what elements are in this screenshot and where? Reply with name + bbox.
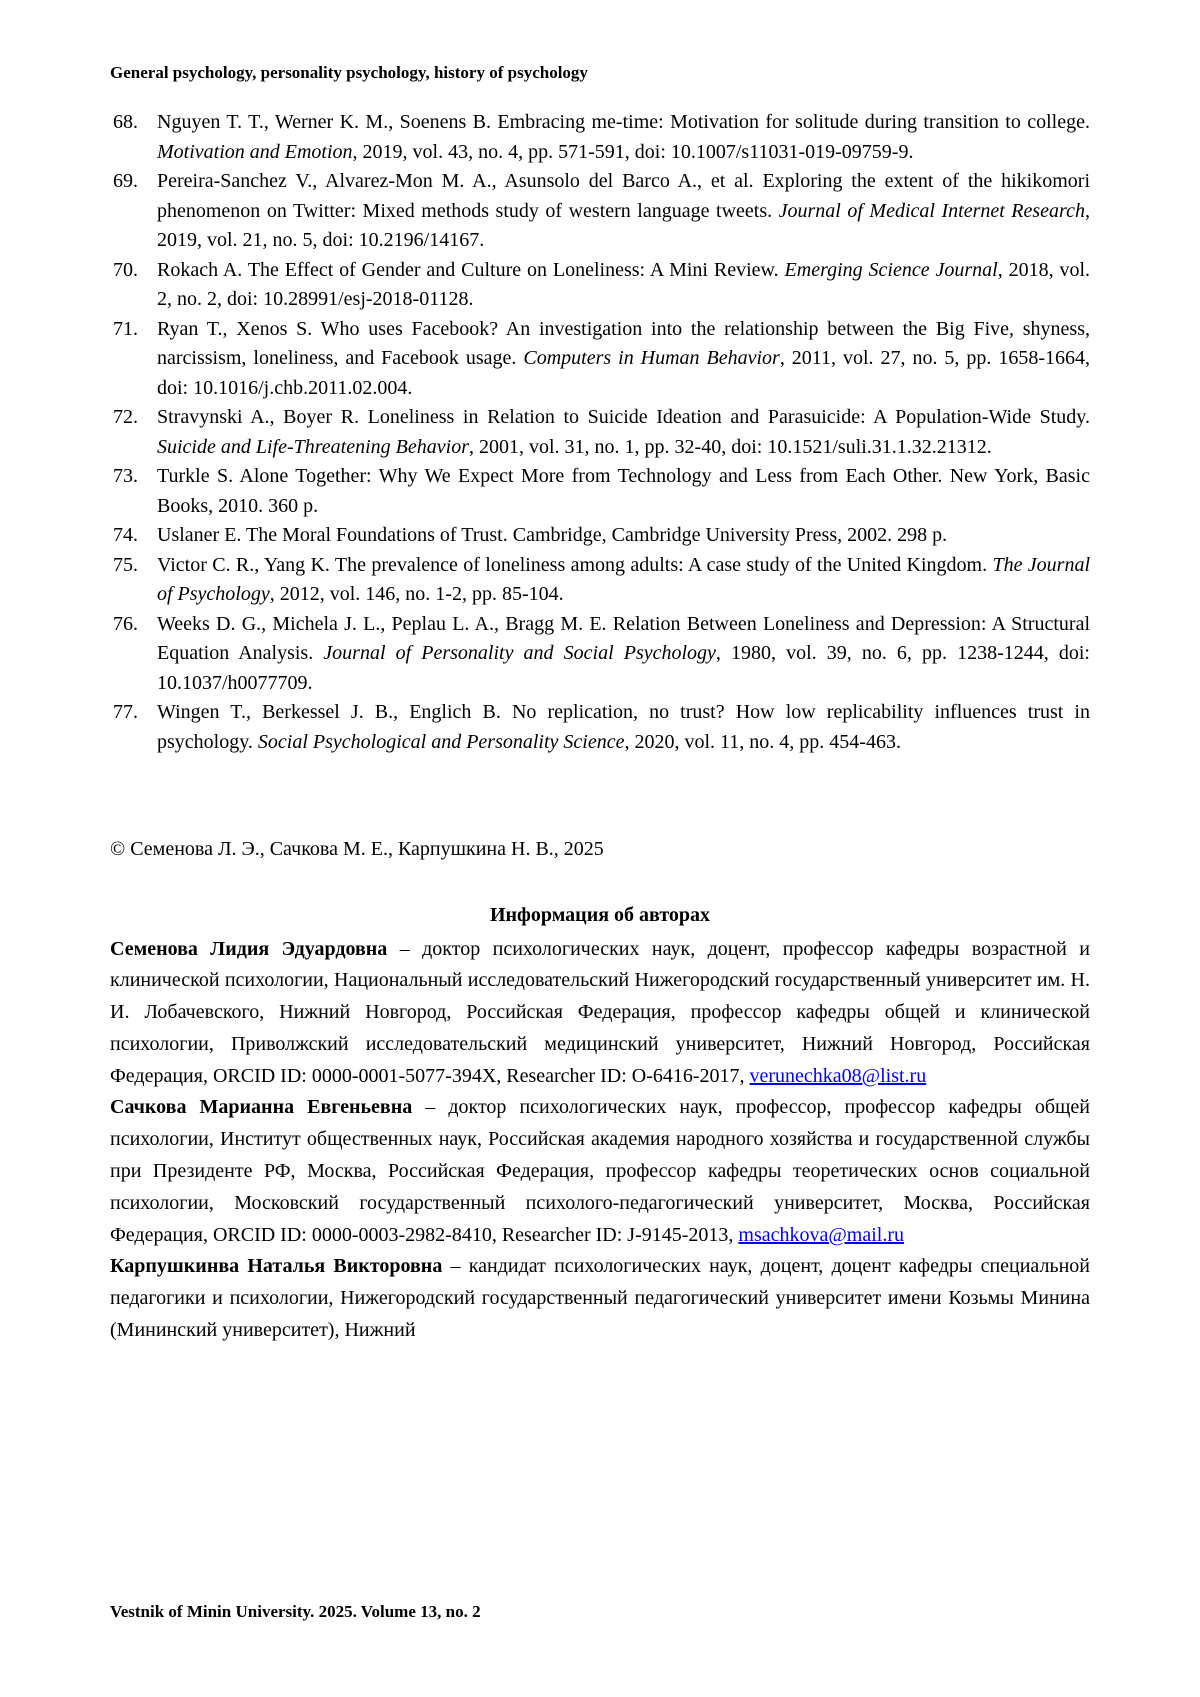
- reference-number: 77.: [113, 701, 138, 723]
- author-name: Сачкова Марианна Евгеньевна: [110, 1096, 413, 1119]
- reference-item: [110, 610, 1090, 699]
- email-link[interactable]: verunechka08@list.ru: [749, 1064, 927, 1087]
- text-segment: , 1980, vol. 39, no. 6, pp. 1238-1244, doi: 10.1037/h0077709.: [157, 642, 1090, 694]
- authors-list: [110, 934, 1090, 1347]
- reference-text: [157, 259, 1090, 311]
- reference-item: [110, 256, 1090, 315]
- text-segment: Victor C. R., Yang K. The prevalence of loneliness among adults: A case study of the United Kingdom.: [157, 553, 993, 576]
- journal-title: Social Psychological and Personality Science: [257, 730, 625, 753]
- reference-text: [157, 524, 947, 546]
- text-segment: Rokach A. The Effect of Gender and Culture on Loneliness: A Mini Review.: [157, 258, 785, 281]
- reference-number: 76.: [113, 612, 138, 635]
- text-segment: – доктор психологических наук, доцент, профессор кафедры возрастной и клинической психологии, Национальный исследовательский Нижегородский государственный университет им. Н. И. Лобачевского, Нижний Новгород, Российская Федерация, профессор кафедры общей и клинической психологии, Приволжский исследовательский медицинский университет, Нижний Новгород, Российская Федерация, ORCID ID: 0000-0001-5077-394X, Researcher ID: O-6416-2017,: [110, 937, 1090, 1087]
- reference-number: 69.: [113, 170, 138, 192]
- author-paragraph: [110, 934, 1090, 1093]
- text-segment: – кандидат психологических наук, доцент, доцент кафедры специальной педагогики и психологии, Нижегородский государственный педагогический университет имени Козьмы Минина (Мининский университет), Нижний: [110, 1255, 1090, 1342]
- reference-number: 73.: [113, 465, 138, 487]
- authors-heading: Информация об авторах: [489, 903, 711, 926]
- reference-number: 68.: [113, 111, 138, 133]
- text-segment: – доктор психологических наук, профессор, профессор кафедры общей психологии, Институт общественных наук, Российская академия народного хозяйства и государственной службы при Президенте РФ, Москва, Российская Федерация, профессор кафедры теоретических основ социальной психологии, Московский государственный психолого-педагогический университет, Москва, Российская Федерация, ORCID ID: 0000-0003-2982-8410, Researcher ID: J-9145-2013,: [110, 1096, 1090, 1246]
- reference-number: 70.: [113, 258, 138, 281]
- reference-item: [110, 108, 1090, 167]
- text-segment: , 2018, vol. 2, no. 2, doi: 10.28991/esj-2018-01128.: [157, 258, 1091, 310]
- running-head: General psychology, personality psychology, history of psychology: [110, 63, 588, 82]
- journal-title: Journal of Personality and Social Psychology: [323, 642, 716, 664]
- text-segment: Wingen T., Berkessel J. B., Englich B. No replication, no trust? How low replicability influences trust in psychology.: [157, 701, 1090, 753]
- text-segment: Stravynski A., Boyer R. Loneliness in Relation to Suicide Ideation and Parasuicide: A Population-Wide Study.: [157, 406, 1090, 428]
- author-name: Семенова Лидия Эдуардовна: [110, 937, 388, 960]
- text-segment: Turkle S. Alone Together: Why We Expect More from Technology and Less from Each Other. New York, Basic Books, 2010. 360 p.: [157, 465, 1090, 517]
- text-segment: , 2011, vol. 27, no. 5, pp. 1658-1664, doi: 10.1016/j.chb.2011.02.004.: [157, 347, 1090, 399]
- journal-title: Motivation and Emotion: [157, 140, 353, 163]
- author-paragraph: [110, 1251, 1090, 1346]
- reference-text: [157, 170, 1090, 251]
- reference-text: [157, 613, 1090, 694]
- text-segment: , 2012, vol. 146, no. 1-2, pp. 85-104.: [269, 583, 564, 605]
- reference-item: [110, 551, 1090, 610]
- reference-item: [110, 521, 1090, 551]
- text-segment: Uslaner E. The Moral Foundations of Trust. Cambridge, Cambridge University Press, 2002. 298 p.: [157, 524, 948, 546]
- reference-item: [110, 462, 1090, 521]
- text-segment: , 2019, vol. 21, no. 5, doi: 10.2196/14167.: [157, 199, 1090, 251]
- journal-title: Journal of Medical Internet Research: [778, 199, 1085, 222]
- author-paragraph: [110, 1092, 1090, 1251]
- journal-title: Computers in Human Behavior: [523, 347, 780, 369]
- reference-number: 75.: [113, 553, 138, 576]
- reference-number: 71.: [113, 317, 138, 340]
- reference-text: [157, 111, 1090, 163]
- text-segment: Weeks D. G., Michela J. L., Peplau L. A., Bragg M. E. Relation Between Loneliness and Depression: A Structural Equation Analysis.: [157, 612, 1090, 664]
- email-link[interactable]: msachkova@mail.ru: [738, 1223, 905, 1246]
- page-content: [110, 0, 1090, 1347]
- journal-title: Suicide and Life-Threatening Behavior: [157, 435, 469, 458]
- author-name: Карпушкинва Наталья Викторовна: [110, 1255, 443, 1278]
- reference-text: [157, 465, 1090, 517]
- reference-item: [110, 315, 1090, 404]
- text-segment: , 2001, vol. 31, no. 1, pp. 32-40, doi: 10.1521/suli.31.1.32.21312.: [468, 435, 992, 458]
- text-segment: Nguyen T. T., Werner K. M., Soenens B. Embracing me-time: Motivation for solitude during transition to college.: [157, 111, 1090, 133]
- text-segment: , 2020, vol. 11, no. 4, pp. 454-463.: [624, 730, 901, 753]
- reference-text: [157, 701, 1090, 753]
- reference-number: 74.: [113, 524, 138, 546]
- reference-number: 72.: [113, 406, 138, 428]
- reference-item: [110, 403, 1090, 462]
- page-footer: Vestnik of Minin University. 2025. Volume 13, no. 2: [110, 1602, 481, 1621]
- reference-text: [157, 554, 1090, 606]
- reference-list: [110, 108, 1090, 757]
- text-segment: Pereira-Sanchez V., Alvarez-Mon M. A., Asunsolo del Barco A., et al. Exploring the extent of the hikikomori phenomenon on Twitter: Mixed methods study of western language tweets.: [157, 170, 1090, 222]
- reference-text: [157, 406, 1090, 458]
- journal-title: Emerging Science Journal: [784, 258, 998, 281]
- copyright-line: © Семенова Л. Э., Сачкова М. Е., Карпушкина Н. В., 2025: [110, 838, 604, 860]
- reference-item: [110, 167, 1090, 256]
- reference-text: [157, 318, 1090, 399]
- journal-title: The Journal of Psychology: [157, 553, 1091, 605]
- text-segment: , 2019, vol. 43, no. 4, pp. 571-591, doi: 10.1007/s11031-019-09759-9.: [352, 140, 914, 163]
- text-segment: Ryan T., Xenos S. Who uses Facebook? An investigation into the relationship between the Big Five, shyness, narcissism, loneliness, and Facebook usage.: [157, 317, 1090, 369]
- reference-item: [110, 698, 1090, 757]
